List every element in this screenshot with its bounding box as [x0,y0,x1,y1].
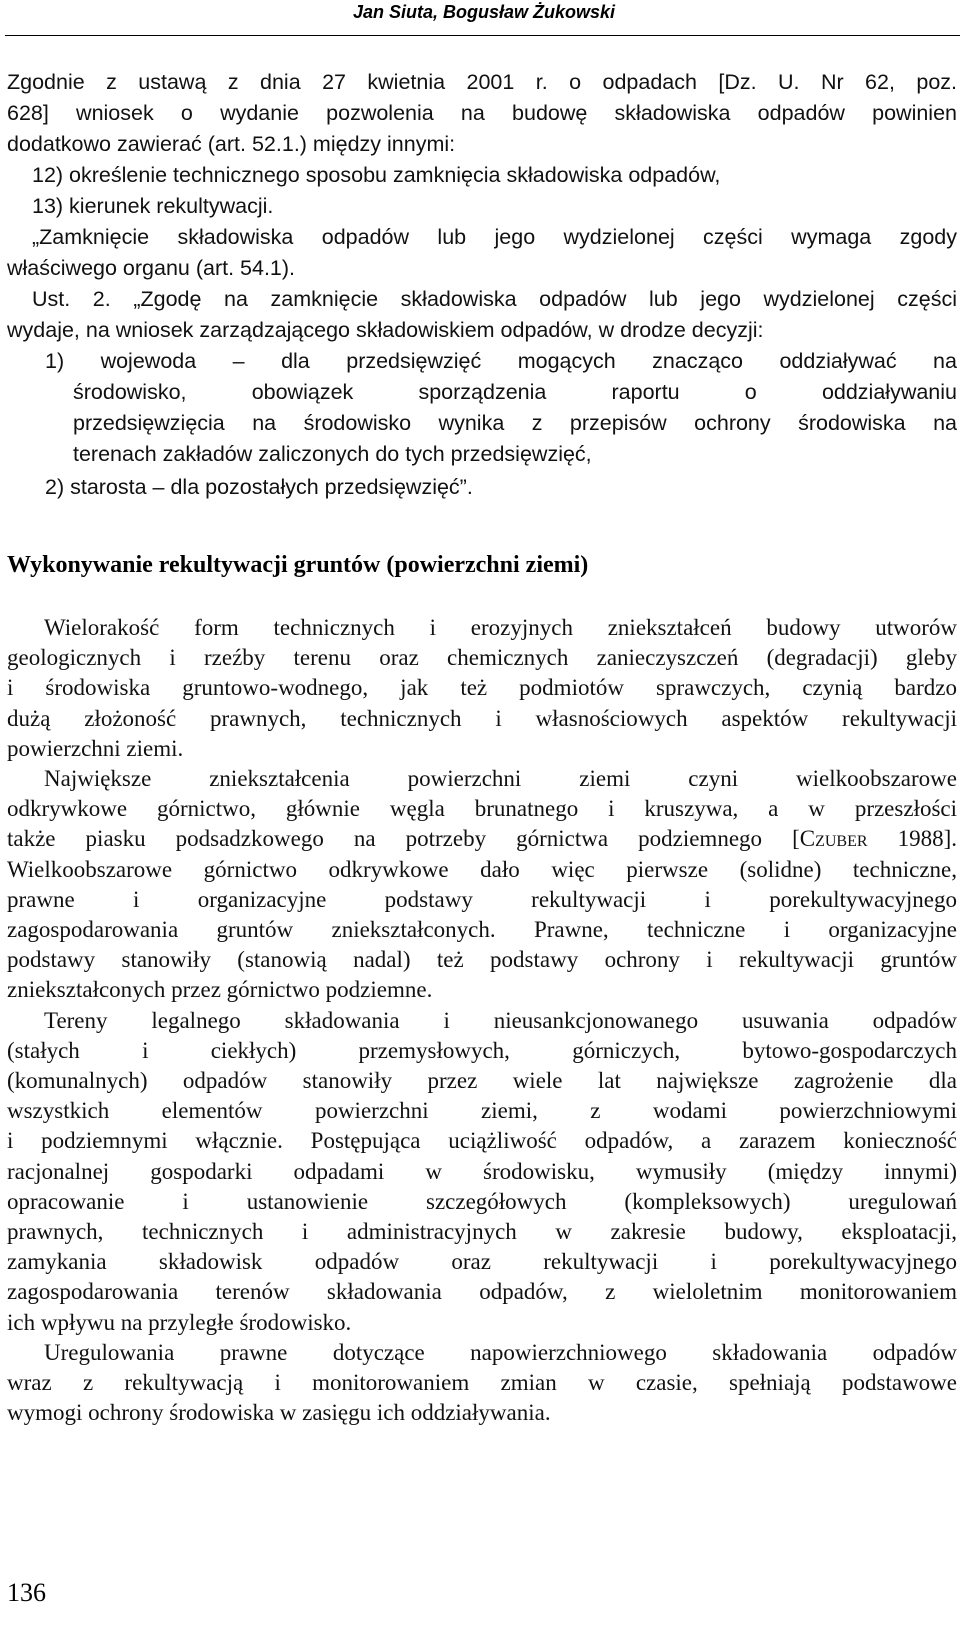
text-line: wydaje, na wniosek zarządzającego składowiskiem odpadów, w drodze decyzji: [7,318,764,342]
text-line: Ust. 2. „Zgodę na zamknięcie składowiska odpadów lub jego wydzielonej części [32,287,957,311]
legal-quote-block [7,67,957,503]
text-line: zagospodarowania terenów składowania odpadów, z wieloletnim monitorowaniem [7,1279,957,1305]
list-item: 13) kierunek rekultywacji. [32,194,274,218]
paragraph [7,1338,957,1429]
text-line: dodatkowo zawierać (art. 52.1.) między innymi: [7,132,456,156]
text-line: terenach zakładów zaliczonych do tych przedsięwzięć, [73,442,592,466]
text-line: 628] wniosek o wydanie pozwolenia na budowę składowiska odpadów powinien [7,101,957,125]
list-item-1-first-line [7,346,957,377]
text-line: przedsięwzięcia na środowisko wynika z przepisów ochrony środowiska na [73,411,957,435]
text-line: wymogi ochrony środowiska w zasięgu ich oddziaływania. [7,1400,551,1426]
text-line: Zgodnie z ustawą z dnia 27 kwietnia 2001 r. o odpadach [Dz. U. Nr 62, poz. [7,70,957,94]
header-rule [5,35,960,36]
text-line: dużą złożoność prawnych, technicznych i własnościowych aspektów rekultywacji [7,705,957,731]
text-line: wraz z rekultywacją i monitorowaniem zmian w czasie, spełniają podstawowe [7,1370,957,1396]
text-line: Tereny legalnego składowania i nieusankcjonowanego usuwania odpadów [44,1007,957,1033]
paragraph [7,1006,957,1338]
text-fragment: także piasku podsadzkowego na potrzeby górnictwa podziemnego [C [7,826,816,852]
text-fragment: 1988]. [867,826,957,852]
text-line: Największe zniekształcenia powierzchni ziemi czyni wielkoobszarowe [44,766,957,792]
text-line: (komunalnych) odpadów stanowiły przez wiele lat największe zagrożenie dla [7,1068,957,1094]
text-line: powierzchni ziemi. [7,735,184,761]
paragraph [7,764,957,1006]
text-line: właściwego organu (art. 54.1). [7,256,296,280]
text-line: opracowanie i ustanowienie szczegółowych (kompleksowych) uregulowań [7,1188,957,1214]
page-number: 136 [7,1578,46,1607]
word: przedsięwzięć [346,349,482,373]
word: oddziaływać [779,349,897,373]
word: znacząco [652,349,744,373]
text-line: środowisko, obowiązek sporządzenia raportu o oddziaływaniu [73,380,957,404]
text-line: (stałych i ciekłych) przemysłowych, górniczych, bytowo-gospodarczych [7,1037,957,1063]
body-text [7,613,957,1428]
text-line: i podziemnymi włącznie. Postępująca uciążliwość odpadów, a zarazem konieczność [7,1128,957,1154]
list-item: 2) starosta – dla pozostałych przedsięwzięć”. [45,475,473,499]
text-line: i środowiska gruntowo-wodnego, jak też podmiotów sprawczych, czynią bardzo [7,675,957,701]
text-line: Wielorakość form technicznych i erozyjnych zniekształceń budowy utworów [44,615,957,640]
paragraph [7,613,957,764]
word: mogących [517,349,616,373]
text-line: zagospodarowania gruntów zniekształconych. Prawne, techniczne i organizacyjne [7,917,957,943]
text-line: Wielkoobszarowe górnictwo odkrywkowe dało więc pierwsze (solidne) techniczne, [7,856,957,882]
word: 1) [45,349,65,373]
text-line: geologicznych i rzeźby terenu oraz chemicznych zanieczyszczeń (degradacji) gleby [7,645,957,671]
text-line: odkrywkowe górnictwo, głównie węgla brunatnego i kruszywa, a w przeszłości [7,796,957,822]
word: wojewoda [100,349,197,373]
section-heading: Wykonywanie rekultywacji gruntów (powierzchni ziemi) [7,552,589,578]
text-line: prawnych, technicznych i administracyjnych w zakresie budowy, eksploatacji, [7,1219,957,1245]
word: dla [281,349,310,373]
text-line: „Zamknięcie składowiska odpadów lub jego wydzielonej części wymaga zgody [32,225,957,249]
text-line: podstawy stanowiły (stanowią nadal) też podstawy ochrony i rekultywacji gruntów [7,947,957,973]
text-line: ich wpływu na przyległe środowisko. [7,1309,352,1335]
text-line: zamykania składowisk odpadów oraz rekultywacji i porekultywacyjnego [7,1249,957,1275]
running-header: Jan Siuta, Bogusław Żukowski [352,2,615,22]
text-line-with-citation [0,824,957,854]
word: – [232,349,245,373]
text-line: racjonalnej gospodarki odpadami w środowisku, wymusiły (między innymi) [7,1158,957,1184]
text-line: Uregulowania prawne dotyczące napowierzchniowego składowania odpadów [44,1339,957,1365]
text-line: zniekształconych przez górnictwo podziemne. [7,977,433,1003]
citation-author: zuber [815,826,868,852]
word: na [933,349,957,373]
list-item: 12) określenie technicznego sposobu zamknięcia składowiska odpadów, [32,163,721,187]
text-line: wszystkich elementów powierzchni ziemi, z wodami powierzchniowymi [7,1098,957,1124]
text-line: prawne i organizacyjne podstawy rekultywacji i porekultywacyjnego [7,886,957,912]
